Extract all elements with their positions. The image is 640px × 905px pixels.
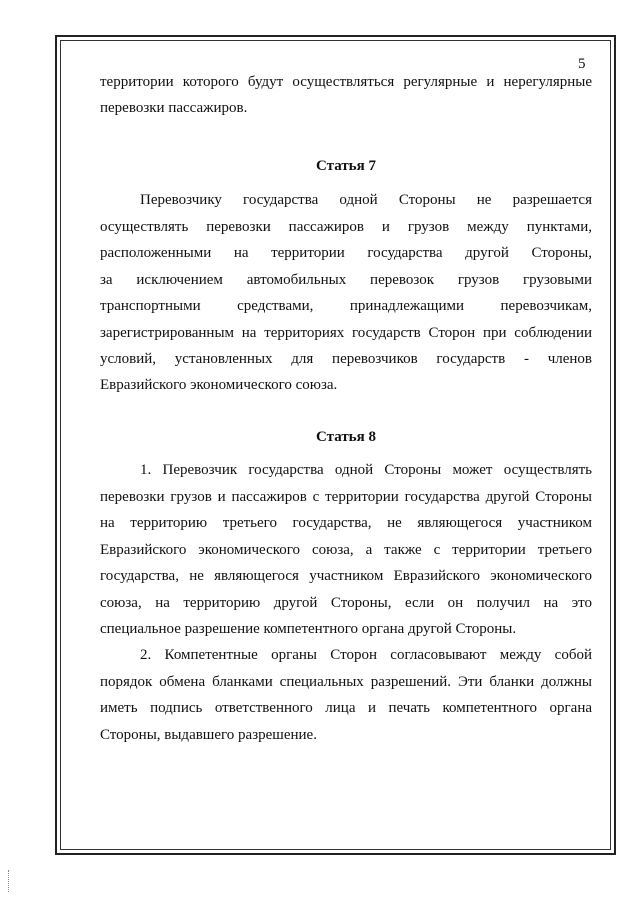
text-line: 2. Компетентные органы Сторон согласовывают между собой	[140, 647, 592, 663]
article-heading: Статья 7	[316, 158, 376, 174]
text-line: Евразийского экономического союза.	[100, 377, 338, 393]
text-line: на территорию третьего государства, не являющегося участником	[100, 515, 592, 531]
text-line: перевозки пассажиров.	[100, 100, 248, 116]
text-line: осуществлять перевозки пассажиров и грузов между пунктами,	[100, 219, 592, 235]
text-line: условий, установленных для перевозчиков государств - членов	[100, 351, 592, 367]
text-line: расположенными на территории государства другой Стороны,	[100, 245, 592, 261]
text-line: Стороны, выдавшего разрешение.	[100, 727, 317, 743]
page-number: 5	[578, 56, 586, 72]
text-line: Евразийского экономического союза, а также с территории третьего	[100, 542, 592, 558]
text-line: 1. Перевозчик государства одной Стороны может осуществлять	[140, 462, 592, 478]
text-line: союза, на территорию другой Стороны, если он получил на это	[100, 595, 592, 611]
text-line: территории которого будут осуществляться регулярные и нерегулярные	[100, 74, 592, 90]
article-heading: Статья 8	[316, 429, 376, 445]
text-line: за исключением автомобильных перевозок грузов грузовыми	[100, 272, 592, 288]
text-line: иметь подпись ответственного лица и печать компетентного органа	[100, 700, 592, 716]
scan-margin-mark	[8, 870, 13, 892]
text-line: специальное разрешение компетентного органа другой Стороны.	[100, 621, 517, 637]
text-line: государства, не являющегося участником Евразийского экономического	[100, 568, 592, 584]
text-line: транспортными средствами, принадлежащими перевозчикам,	[100, 298, 592, 314]
text-line: зарегистрированным на территориях государств Сторон при соблюдении	[100, 325, 592, 341]
text-line: Перевозчику государства одной Стороны не разрешается	[140, 192, 592, 208]
text-line: порядок обмена бланками специальных разрешений. Эти бланки должны	[100, 674, 592, 690]
text-line: перевозки грузов и пассажиров с территории государства другой Стороны	[100, 489, 592, 505]
